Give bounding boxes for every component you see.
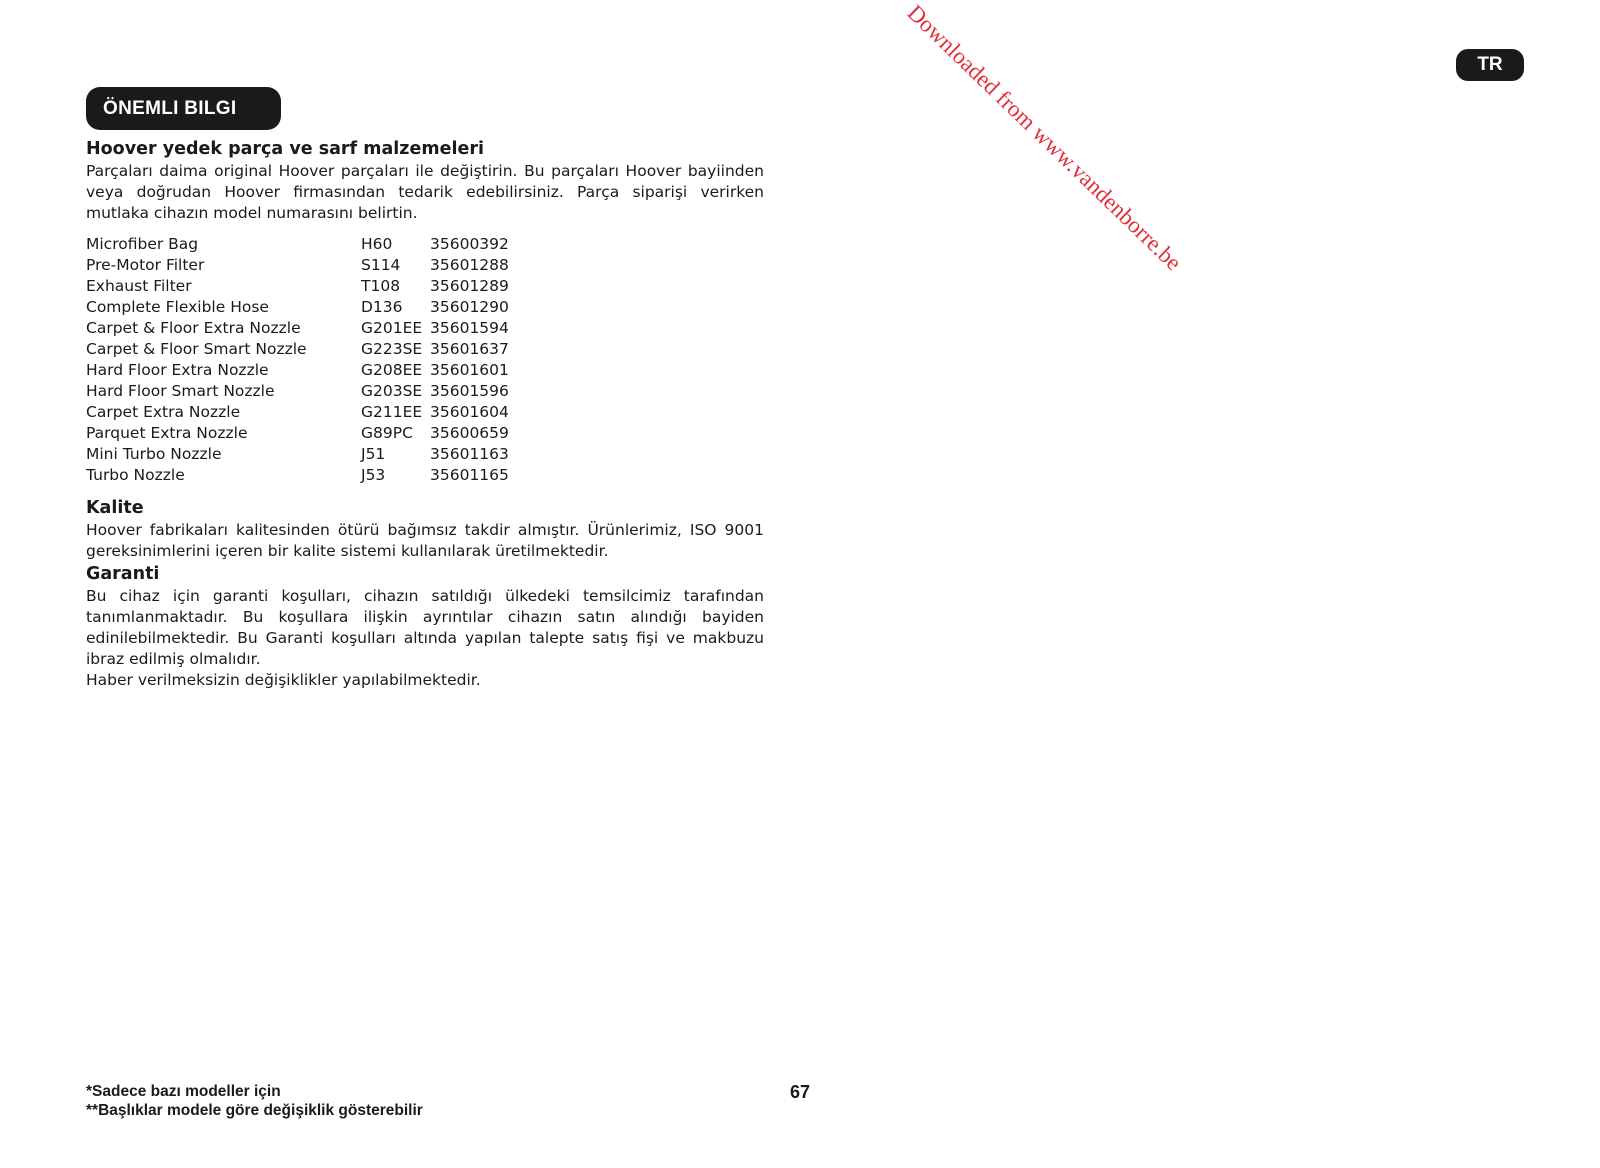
footnote-heads: **Başlıklar modele göre değişiklik gösterebilir bbox=[86, 1102, 423, 1119]
part-name: Turbo Nozzle bbox=[86, 466, 185, 484]
main-content bbox=[86, 137, 764, 691]
part-row bbox=[86, 444, 764, 465]
part-row bbox=[86, 339, 764, 360]
part-row bbox=[86, 255, 764, 276]
part-code: 35601165 bbox=[430, 466, 509, 484]
warranty-text: Bu cihaz için garanti koşulları, cihazın satıldığı ülkedeki temsilcimiz tarafından tanımlanmaktadır. Bu koşullara ilişkin ayrıntılar cihazın satın alındığı bayiden edinilebilmektedir. Bu Garanti koşulları altında yapılan talepte satış fişi ve makbuzu ibraz edilmiş olmalıdır. bbox=[86, 587, 764, 668]
section-title: ÖNEMLI BILGI bbox=[86, 87, 281, 130]
part-name: Pre-Motor Filter bbox=[86, 256, 205, 274]
part-name: Parquet Extra Nozzle bbox=[86, 424, 248, 442]
part-name: Complete Flexible Hose bbox=[86, 298, 269, 316]
part-model: S114 bbox=[361, 256, 401, 274]
part-model: G89PC bbox=[361, 424, 413, 442]
part-model: D136 bbox=[361, 298, 403, 316]
changes-note: Haber verilmeksizin değişiklikler yapılabilmektedir. bbox=[86, 671, 481, 689]
part-row bbox=[86, 423, 764, 444]
parts-list bbox=[86, 234, 764, 486]
part-row bbox=[86, 360, 764, 381]
part-model: H60 bbox=[361, 235, 393, 253]
part-code: 35600392 bbox=[430, 235, 509, 253]
part-name: Mini Turbo Nozzle bbox=[86, 445, 222, 463]
part-row bbox=[86, 402, 764, 423]
part-row bbox=[86, 318, 764, 339]
part-model: J51 bbox=[361, 445, 386, 463]
spare-parts-heading: Hoover yedek parça ve sarf malzemeleri bbox=[86, 139, 484, 159]
part-model: G203SE bbox=[361, 382, 423, 400]
part-model: G211EE bbox=[361, 403, 423, 421]
warranty-heading: Garanti bbox=[86, 564, 160, 584]
part-name: Microfiber Bag bbox=[86, 235, 199, 253]
part-row bbox=[86, 381, 764, 402]
part-code: 35601290 bbox=[430, 298, 509, 316]
part-model: G201EE bbox=[361, 319, 423, 337]
part-code: 35601594 bbox=[430, 319, 509, 337]
part-code: 35601637 bbox=[430, 340, 509, 358]
language-badge: TR bbox=[1456, 49, 1524, 81]
part-code: 35601163 bbox=[430, 445, 509, 463]
part-name: Carpet & Floor Smart Nozzle bbox=[86, 340, 307, 358]
part-row bbox=[86, 276, 764, 297]
part-name: Exhaust Filter bbox=[86, 277, 192, 295]
part-model: G208EE bbox=[361, 361, 423, 379]
part-code: 35601601 bbox=[430, 361, 509, 379]
part-name: Carpet & Floor Extra Nozzle bbox=[86, 319, 301, 337]
quality-text: Hoover fabrikaları kalitesinden ötürü bağımsız takdir almıştır. Ürünlerimiz, ISO 9001 gereksinimlerini içeren bir kalite sistemi kullanılarak üretilmektedir. bbox=[86, 521, 764, 560]
part-model: T108 bbox=[361, 277, 401, 295]
part-name: Hard Floor Smart Nozzle bbox=[86, 382, 275, 400]
part-row bbox=[86, 465, 764, 486]
part-row bbox=[86, 297, 764, 318]
part-model: J53 bbox=[361, 466, 386, 484]
part-code: 35601596 bbox=[430, 382, 509, 400]
part-name: Hard Floor Extra Nozzle bbox=[86, 361, 269, 379]
part-code: 35601604 bbox=[430, 403, 509, 421]
quality-heading: Kalite bbox=[86, 498, 144, 518]
part-code: 35600659 bbox=[430, 424, 509, 442]
part-model: G223SE bbox=[361, 340, 423, 358]
footnotes bbox=[86, 1082, 423, 1120]
part-row bbox=[86, 234, 764, 255]
download-watermark: Downloaded from www.vandenborre.be bbox=[902, 0, 1187, 276]
part-name: Carpet Extra Nozzle bbox=[86, 403, 241, 421]
footnote-models: *Sadece bazı modeller için bbox=[86, 1083, 281, 1100]
part-code: 35601288 bbox=[430, 256, 509, 274]
page-number: 67 bbox=[790, 1082, 811, 1102]
spare-parts-intro: Parçaları daima original Hoover parçaları ile değiştirin. Bu parçaları Hoover bayiinden veya doğrudan Hoover firmasından tedarik edebilirsiniz. Parça siparişi verirken mutlaka cihazın model numarasını belirtin. bbox=[86, 162, 764, 222]
part-code: 35601289 bbox=[430, 277, 509, 295]
